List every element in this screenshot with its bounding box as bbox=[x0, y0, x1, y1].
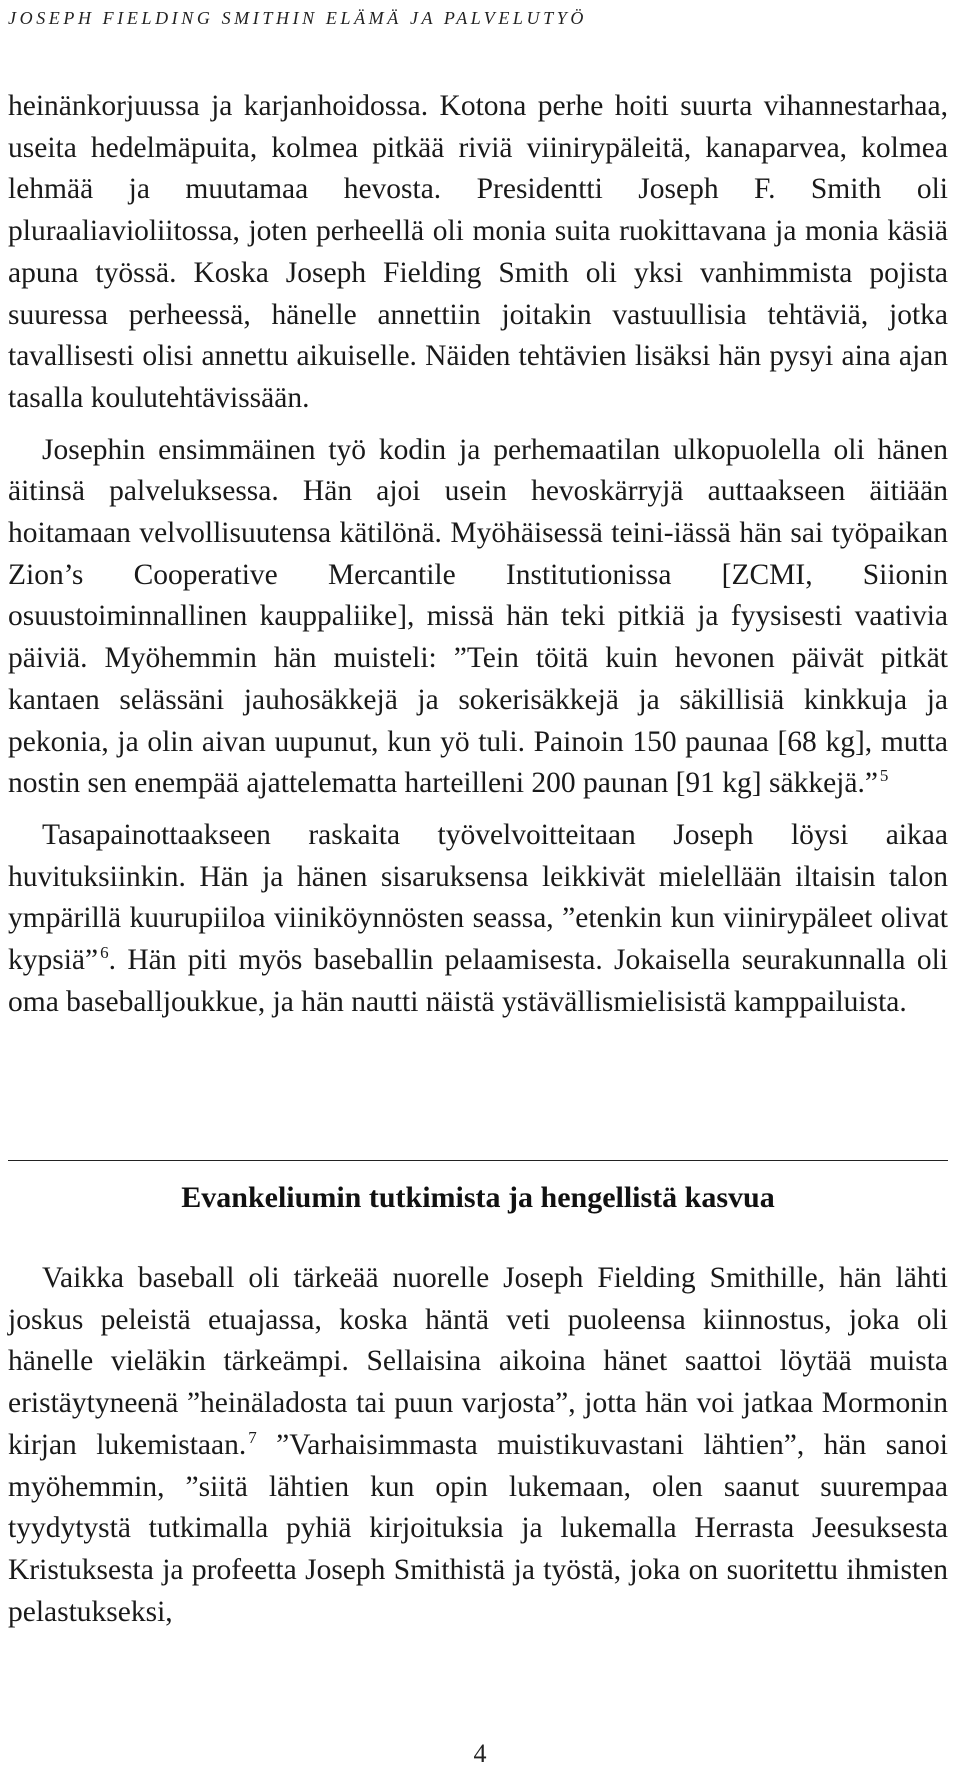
paragraph-text: ”Varhaisimmasta muistikuvastani lähtien”, hän sanoi myöhemmin, ”siitä lähtien kun opin lukemaan, olen saanut suurempaa tyydytystä tutkimalla pyhiä kirjoituksia ja lukemalla Herrasta Jeesuksesta Kristuksesta ja profeetta Joseph Smithistä ja työstä, joka on suoritettu ihmisten pelastukseksi, bbox=[8, 1428, 948, 1628]
section-divider bbox=[8, 1160, 948, 1161]
section-body-text bbox=[8, 1258, 948, 1633]
running-header: JOSEPH FIELDING SMITHIN ELÄMÄ JA PALVELUTYÖ bbox=[8, 8, 587, 28]
paragraph bbox=[8, 430, 948, 805]
footnote-reference: 5 bbox=[879, 766, 889, 786]
paragraph bbox=[8, 815, 948, 1024]
paragraph bbox=[8, 1258, 948, 1633]
body-text bbox=[8, 86, 948, 1023]
paragraph-text: heinänkorjuussa ja karjanhoidossa. Kotona perhe hoiti suurta vihannestarhaa, useita hedelmäpuita, kolmea pitkää riviä viinirypäleitä, kanaparvea, kolmea lehmää ja muutamaa hevosta. Presidentti Joseph F. Smith oli pluraaliavioliitossa, joten perheellä oli monia suita ruokittavana ja monia käsiä apuna työssä. Koska Joseph Fielding Smith oli yksi vanhimmista pojista suuressa perheessä, hänelle annettiin joitakin vastuullisia tehtäviä, jotka tavallisesti olisi annettu aikuiselle. Näiden tehtävien lisäksi hän pysyi aina ajan tasalla koulutehtävissään. bbox=[8, 90, 948, 414]
paragraph-text: Vaikka baseball oli tärkeää nuorelle Joseph Fielding Smithille, hän lähti joskus peleistä etuajassa, koska häntä veti puoleensa kiinnostus, joka oli hänelle vieläkin tärkeämpi. Sellaisina aikoina hänet saattoi löytää muista eristäytyneenä ”heinäladosta tai puun varjosta”, jotta hän voi jatkaa Mormonin kirjan lukemistaan. bbox=[8, 1262, 948, 1461]
paragraph-text: Tasapainottaakseen raskaita työvelvoitteitaan Joseph löysi aikaa huvituksiinkin. Hän ja hänen sisaruksensa leikkivät mielellään iltaisin talon ympärillä kuurupiiloa viiniköynnösten seassa, ”etenkin kun viinirypäleet olivat kypsiä” bbox=[8, 818, 948, 977]
paragraph bbox=[8, 86, 948, 420]
section-heading: Evankeliumin tutkimista ja hengellistä kasvua bbox=[181, 1181, 775, 1214]
page-number: 4 bbox=[473, 1739, 487, 1768]
footnote-reference: 7 bbox=[248, 1427, 257, 1447]
paragraph-text: . Hän piti myös baseballin pelaamisesta. Jokaisella seurakunnalla oli oma baseballjoukkue, ja hän nautti näistä ystävällismielisistä kamppailuista. bbox=[8, 944, 948, 1018]
footnote-reference: 6 bbox=[100, 943, 109, 963]
paragraph-text: Josephin ensimmäinen työ kodin ja perhemaatilan ulkopuolella oli hänen äitinsä palveluksessa. Hän ajoi usein hevoskärryjä auttaakseen äitiään hoitamaan velvollisuutensa kätilönä. Myöhäisessä teini-iässä hän sai työpaikan Zion’s Cooperative Mercantile Institutionissa [ZCMI, Siionin osuustoiminnallinen kauppaliike], missä hän teki pitkiä ja fyysisesti vaativia päiviä. Myöhemmin hän muisteli: ”Tein töitä kuin hevonen päivät pitkät kantaen selässäni jauhosäkkejä ja sokerisäkkejä ja säkillisiä kinkkuja ja pekonia, ja olin aivan uupunut, kun yö tuli. Painoin 150 paunaa [68 kg], mutta nostin sen enempää ajattelematta harteilleni 200 paunan [91 kg] säkkejä.” bbox=[8, 433, 948, 800]
